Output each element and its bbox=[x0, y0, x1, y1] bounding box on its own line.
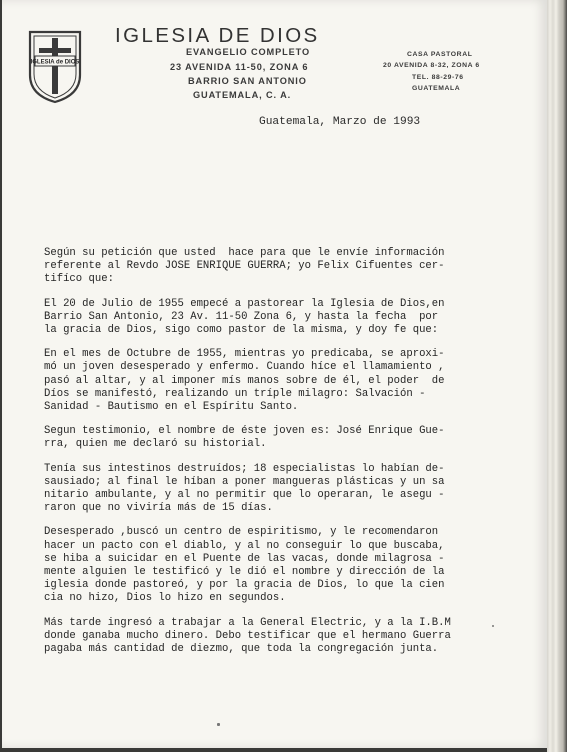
text-line: El 20 de Julio de 1955 empecé a pastorear la Iglesia de Dios,en bbox=[44, 297, 445, 310]
text-line: Desesperado ,buscó un centro de espiritismo, y le recomendaron bbox=[44, 526, 439, 539]
text-line: cia no hizo, Dios lo hizo en segundos. bbox=[44, 592, 286, 605]
church-shield-logo bbox=[27, 29, 83, 104]
text-line: Segun testimonio, el nombre de éste joven es: José Enrique Gue- bbox=[44, 425, 445, 438]
text-line: En el mes de Octubre de 1955, mientras yo predicaba, se aproxi- bbox=[44, 348, 445, 361]
text-line: hacer un pacto con el diablo, y al no conseguir lo que buscaba, bbox=[44, 539, 445, 552]
letter-page bbox=[2, 0, 547, 748]
paper-speck bbox=[217, 723, 220, 726]
text-line: Díos se manifestó, realizando un tríple milagro: Salvación - bbox=[44, 387, 426, 400]
text-line: iglesia donde pastoreó, y por la gracia de Dios, lo que la cien bbox=[44, 579, 445, 592]
book-page-edges bbox=[547, 0, 567, 752]
text-line: sausiado; al final le híban a poner mangueras plásticas y un sa bbox=[44, 475, 445, 488]
letter-paragraph bbox=[44, 617, 484, 657]
text-line: rra, quien me declaró su historial. bbox=[44, 438, 267, 451]
text-line: mente alguien le testificó y le dió el nombre y dirección de la bbox=[44, 566, 445, 579]
letter-paragraph bbox=[44, 247, 484, 287]
letter-paragraph bbox=[44, 348, 484, 414]
header-line-2: 23 AVENIDA 11-50, ZONA 6 bbox=[170, 62, 309, 72]
text-line: la gracia de Dios, sigo como pastor de la misma, y doy fe que: bbox=[44, 324, 439, 337]
header-line-3: BARRIO SAN ANTONIO bbox=[188, 76, 307, 86]
letter-paragraph bbox=[44, 298, 484, 338]
header-line-1: EVANGELIO COMPLETO bbox=[186, 47, 311, 57]
pastoral-house-city: GUATEMALA bbox=[412, 85, 461, 92]
header-line-4: GUATEMALA, C. A. bbox=[193, 90, 292, 100]
text-line: se hiba a suicidar en el Puente de las vacas, donde milagrosa - bbox=[44, 552, 445, 565]
pastoral-house-phone: TEL. 88-29-76 bbox=[412, 74, 464, 81]
text-line: Según su petición que usted hace para que le envíe información bbox=[44, 247, 445, 259]
church-name: IGLESIA DE DIOS bbox=[115, 24, 320, 47]
logo-text: IGLESIA de DIOS bbox=[30, 59, 80, 66]
text-line: mó un joven desesperado y enfermo. Cuando híce el llamamiento , bbox=[44, 361, 445, 374]
paper-speck bbox=[492, 625, 494, 627]
text-line: donde ganaba mucho dinero. Debo testificar que el hermano Guerra bbox=[44, 629, 451, 642]
letter-body bbox=[44, 247, 484, 667]
pastoral-house-title: CASA PASTORAL bbox=[407, 51, 473, 58]
pastoral-house-address: 20 AVENIDA 8-32, ZONA 6 bbox=[383, 62, 480, 69]
text-line: nitario ambulante, y al no permitir que lo operaran, le asegu - bbox=[44, 489, 445, 502]
text-line: pagaba más cantidad de diezmo, que toda la congregación junta. bbox=[44, 643, 439, 656]
text-line: raron que no viviría más de 15 días. bbox=[44, 502, 273, 515]
letter-paragraph bbox=[44, 526, 484, 605]
text-line: referente al Revdo JOSE ENRIQUE GUERRA; yo Felix Cifuentes cer- bbox=[44, 260, 445, 273]
letter-paragraph bbox=[44, 425, 484, 451]
text-line: Más tarde ingresó a trabajar a la General Electric, y a la I.B.M bbox=[44, 616, 451, 629]
letter-paragraph bbox=[44, 463, 484, 516]
text-line: Tenía sus intestinos destruídos; 18 especialistas lo habían de- bbox=[44, 462, 445, 475]
text-line: Sanidad - Bautismo en el Espíritu Santo. bbox=[44, 401, 299, 414]
text-line: pasó al altar, y al imponer mís manos sobre de él, el poder de bbox=[44, 374, 445, 387]
text-line: Barrio San Antonio, 23 Av. 11-50 Zona 6, y hasta la fecha por bbox=[44, 310, 439, 323]
letter-date: Guatemala, Marzo de 1993 bbox=[259, 116, 421, 128]
text-line: tifíco que: bbox=[44, 273, 114, 286]
